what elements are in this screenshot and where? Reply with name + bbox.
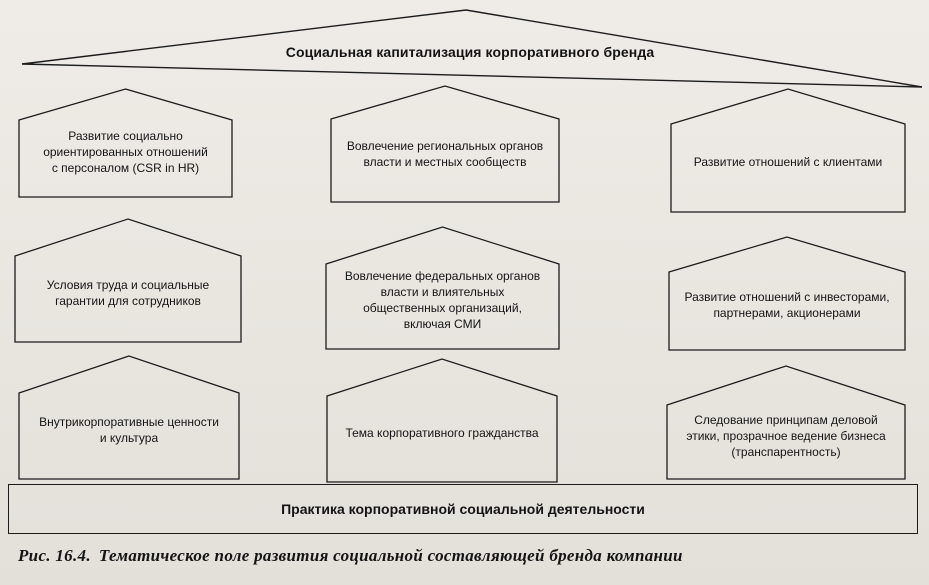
house-label <box>672 401 900 470</box>
foundation-label: Практика корпоративной социальной деятельности <box>281 501 645 517</box>
house-label-line: общественных организаций, <box>363 301 522 315</box>
house-label-line: Внутрикорпоративные ценности <box>39 414 219 429</box>
house-label-line: Развитие отношений с инвесторами, <box>684 289 890 304</box>
house-label-line: Вовлечение региональных органов <box>346 139 544 153</box>
house-label-line: Вовлечение федеральных органов <box>344 269 541 283</box>
house-label <box>674 268 900 341</box>
theme-house-8 <box>326 358 558 483</box>
theme-house-2 <box>330 85 560 203</box>
theme-house-7 <box>18 355 240 480</box>
house-label-line: этики, прозрачное ведение бизнеса <box>686 428 886 443</box>
house-label-line: Развитие отношений с клиентами <box>693 154 883 169</box>
house-label <box>331 260 554 340</box>
house-label-line: включая СМИ <box>403 317 482 331</box>
house-label-line: (транспарентность) <box>731 444 841 459</box>
theme-house-3 <box>670 88 906 213</box>
house-label-line: Следование принципам деловой <box>694 412 878 427</box>
house-label-line: и культура <box>99 430 159 445</box>
theme-house-6 <box>668 236 906 351</box>
house-label-line: Условия труда и социальные <box>46 277 210 292</box>
house-label-line: ориентированных отношений <box>43 145 208 159</box>
diagram-title: Социальная капитализация корпоративного бренда <box>285 44 655 60</box>
theme-house-4 <box>14 218 242 343</box>
figure-number: Рис. 16.4. <box>18 546 91 565</box>
theme-house-9 <box>666 365 906 480</box>
house-label-line: партнерами, акционерами <box>713 305 861 320</box>
house-label <box>676 120 900 203</box>
house-label-line: власти и местных сообществ <box>363 155 527 169</box>
house-label <box>20 252 236 333</box>
house-label <box>24 389 234 470</box>
theme-house-5 <box>325 226 560 350</box>
house-label <box>336 115 554 193</box>
house-label-line: Развитие социально <box>68 129 183 143</box>
foundation-box <box>8 484 918 534</box>
house-label-line: с персоналом (CSR in HR) <box>51 161 200 175</box>
theme-house-1 <box>18 88 233 198</box>
house-label-line: Тема корпоративного гражданства <box>345 425 539 440</box>
figure-caption-text: Тематическое поле развития социальной составляющей бренда компании <box>98 546 683 565</box>
house-label <box>332 392 552 473</box>
figure-caption <box>18 546 923 566</box>
house-label-line: гарантии для сотрудников <box>55 293 201 308</box>
house-label <box>24 116 227 188</box>
house-label-line: власти и влиятельных <box>380 285 505 299</box>
